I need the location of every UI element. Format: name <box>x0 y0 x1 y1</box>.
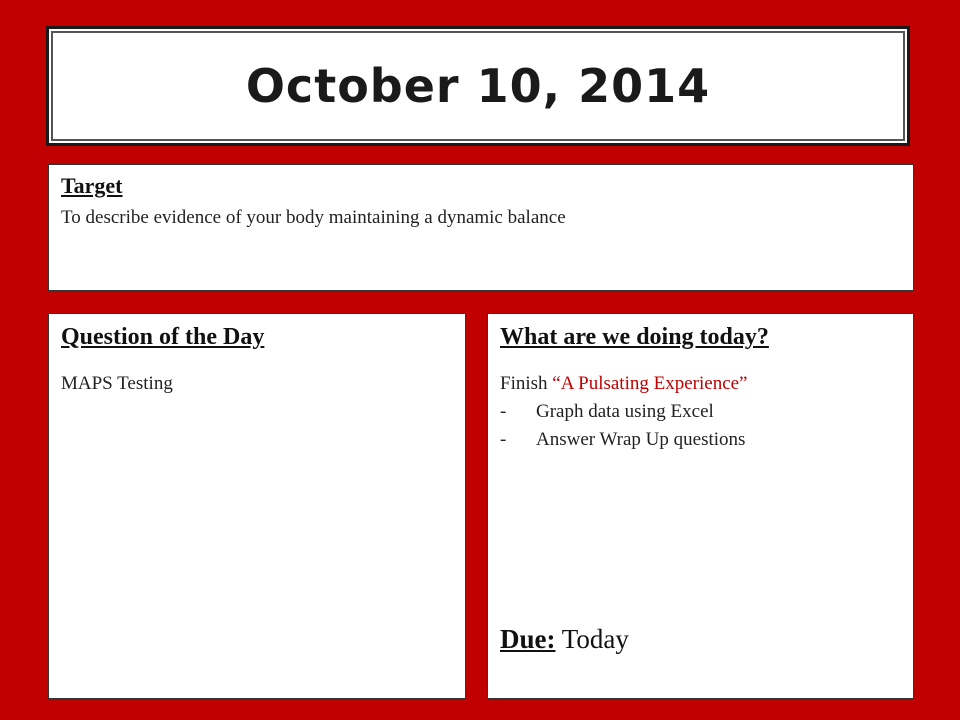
task-list <box>500 401 901 451</box>
title-banner <box>46 26 910 146</box>
finish-line <box>500 373 901 395</box>
task-label: Graph data using Excel <box>536 401 714 422</box>
qotd-heading: Question of the Day <box>61 324 265 350</box>
slide-title: October 10, 2014 <box>245 59 711 113</box>
task-label: Answer Wrap Up questions <box>536 429 746 450</box>
target-text: To describe evidence of your body maintaining a dynamic balance <box>61 207 566 228</box>
due-label: Due: <box>500 624 556 654</box>
question-of-the-day-panel <box>48 313 466 699</box>
list-dash: - <box>500 429 507 450</box>
list-item <box>500 401 901 423</box>
target-panel <box>48 164 914 291</box>
list-item <box>500 429 901 451</box>
activity-title: “A Pulsating Experience” <box>552 373 748 394</box>
doing-heading: What are we doing today? <box>500 324 769 350</box>
target-heading: Target <box>61 173 123 198</box>
qotd-text: MAPS Testing <box>61 373 173 394</box>
doing-today-panel <box>487 313 914 699</box>
finish-prefix: Finish <box>500 373 553 394</box>
due-value: Today <box>555 624 629 654</box>
list-dash: - <box>500 401 507 422</box>
due-line <box>500 624 629 655</box>
